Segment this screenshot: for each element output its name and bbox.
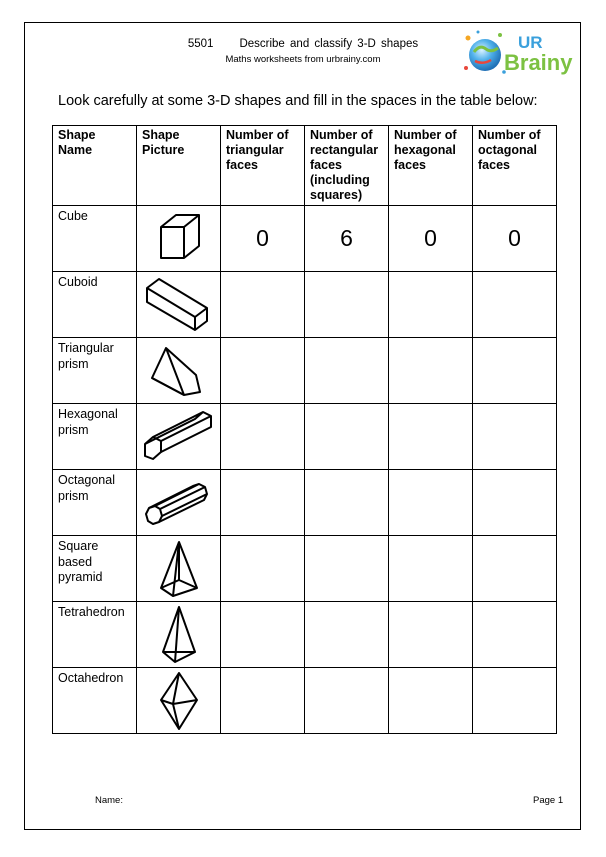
answer-cell[interactable] xyxy=(473,668,557,734)
square-pyramid-icon xyxy=(149,538,209,598)
shape-name: Tetrahedron xyxy=(53,602,137,668)
col-shape-picture: Shape Picture xyxy=(137,126,221,206)
shape-name: Hexagonal prism xyxy=(53,404,137,470)
worksheet-code: 5501 xyxy=(187,38,214,50)
table-row xyxy=(53,338,557,404)
answer-cell[interactable] xyxy=(305,536,389,602)
answer-cell[interactable] xyxy=(473,338,557,404)
answer-cell[interactable] xyxy=(221,470,305,536)
shape-picture xyxy=(137,338,221,404)
answer-cell[interactable]: 0 xyxy=(473,206,557,272)
answer-cell[interactable]: 6 xyxy=(305,206,389,272)
shape-picture xyxy=(137,668,221,734)
name-label: Name: xyxy=(95,795,123,806)
shape-name: Octahedron xyxy=(53,668,137,734)
answer-cell[interactable] xyxy=(389,668,473,734)
answer-cell[interactable] xyxy=(389,404,473,470)
globe-icon xyxy=(464,31,506,74)
urbrainy-logo xyxy=(460,26,580,80)
shape-name: Cube xyxy=(53,206,137,272)
col-hexagonal-faces: Number of hexagonal faces xyxy=(389,126,473,206)
shape-picture xyxy=(137,536,221,602)
table-row xyxy=(53,536,557,602)
logo-ur-text: UR xyxy=(518,33,543,52)
answer-cell[interactable]: 0 xyxy=(221,206,305,272)
worksheet-subtitle: Maths worksheets from urbrainy.com xyxy=(225,54,381,65)
answer-cell[interactable] xyxy=(473,404,557,470)
octagonal-prism-icon xyxy=(141,472,217,532)
logo-brainy-text: Brainy xyxy=(504,50,573,75)
shape-picture xyxy=(137,602,221,668)
answer-cell[interactable]: 0 xyxy=(389,206,473,272)
answer-cell[interactable] xyxy=(305,338,389,404)
answer-cell[interactable] xyxy=(305,470,389,536)
cube-icon xyxy=(149,208,209,268)
answer-cell[interactable] xyxy=(305,668,389,734)
table-row xyxy=(53,602,557,668)
col-octagonal-faces: Number of octagonal faces xyxy=(473,126,557,206)
col-rectangular-faces: Number of rectangular faces (including squares) xyxy=(305,126,389,206)
cuboid-icon xyxy=(141,274,217,334)
answer-cell[interactable] xyxy=(221,404,305,470)
answer-cell[interactable] xyxy=(305,602,389,668)
answer-cell[interactable] xyxy=(221,668,305,734)
shape-name: Square based pyramid xyxy=(53,536,137,602)
col-shape-name: Shape Name xyxy=(53,126,137,206)
answer-cell[interactable] xyxy=(389,470,473,536)
hexagonal-prism-icon xyxy=(139,406,219,466)
table-row xyxy=(53,668,557,734)
answer-cell[interactable] xyxy=(305,404,389,470)
shape-picture xyxy=(137,404,221,470)
tetrahedron-icon xyxy=(149,604,209,664)
answer-cell[interactable] xyxy=(473,602,557,668)
answer-cell[interactable] xyxy=(221,272,305,338)
page-number: Page 1 xyxy=(533,795,564,806)
shape-name: Octagonal prism xyxy=(53,470,137,536)
answer-cell[interactable] xyxy=(389,338,473,404)
shape-name: Cuboid xyxy=(53,272,137,338)
answer-cell[interactable] xyxy=(389,536,473,602)
worksheet-title-text: Describe and classify 3-D shapes xyxy=(239,38,419,50)
instruction-text: Look carefully at some 3-D shapes and fill in the spaces in the table below: xyxy=(58,93,538,109)
answer-cell[interactable] xyxy=(221,338,305,404)
table-header-row xyxy=(53,126,557,206)
octahedron-icon xyxy=(149,670,209,732)
table-row xyxy=(53,470,557,536)
table-row xyxy=(53,206,557,272)
answer-cell[interactable] xyxy=(389,602,473,668)
shape-picture xyxy=(137,272,221,338)
table-row xyxy=(53,272,557,338)
answer-cell[interactable] xyxy=(221,602,305,668)
answer-cell[interactable] xyxy=(473,272,557,338)
shape-picture xyxy=(137,206,221,272)
shape-name: Triangular prism xyxy=(53,338,137,404)
table-row xyxy=(53,404,557,470)
answer-cell[interactable] xyxy=(221,536,305,602)
shapes-table xyxy=(52,125,557,734)
answer-cell[interactable] xyxy=(389,272,473,338)
answer-cell[interactable] xyxy=(473,470,557,536)
shape-picture xyxy=(137,470,221,536)
answer-cell[interactable] xyxy=(473,536,557,602)
col-triangular-faces: Number of triangular faces xyxy=(221,126,305,206)
answer-cell[interactable] xyxy=(305,272,389,338)
triangular-prism-icon xyxy=(144,340,214,400)
